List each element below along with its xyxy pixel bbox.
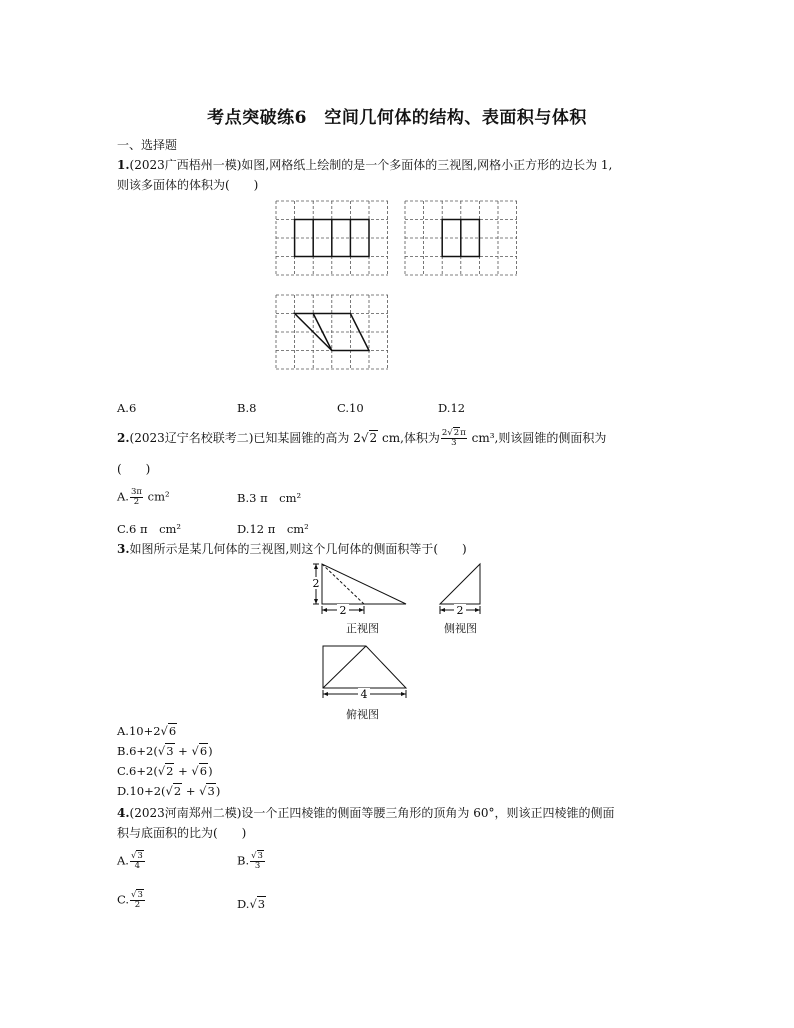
q1-option-d[interactable]: D.12 (438, 401, 466, 415)
option-letter: A. (117, 489, 129, 504)
q1-option-b[interactable]: B.8 (237, 401, 257, 415)
dim-top-base: 4 (360, 688, 368, 701)
sqrt-symbol: √ (165, 784, 173, 798)
q2-option-b[interactable]: B.3 π cm² (237, 491, 302, 505)
question-2-paren: ( ) (117, 462, 151, 476)
q2-option-c[interactable]: C.6 π cm² (117, 522, 182, 536)
option-fraction: $\frac{3\pi}{2}$ (130, 487, 142, 507)
question-4 (117, 804, 615, 822)
fraction-denominator: 3 (451, 438, 457, 448)
question-text: (2023河南郑州二模)设一个正四棱锥的侧面等腰三角形的顶角为 60°，则该正四棱锥的侧面 (129, 806, 615, 820)
question-number: 3. (117, 542, 130, 556)
sqrt-symbol: √ (191, 764, 199, 778)
dim-height: 2 (312, 577, 320, 590)
option-fraction: $\frac{√3}{2}$ (131, 890, 143, 910)
sqrt-symbol: √ (157, 764, 166, 778)
fraction-coefficient: 2 (441, 428, 448, 438)
question-2 (117, 429, 606, 448)
dim-front-base: 2 (339, 604, 347, 617)
side-view-diagram (436, 560, 486, 615)
q2-option-a[interactable] (117, 488, 170, 507)
q4-option-c[interactable]: C. $\frac{√3}{2}$ (117, 890, 143, 910)
page-title: 考点突破练6 空间几何体的结构、表面积与体积 (207, 108, 587, 128)
q4-option-b[interactable]: B. $\frac{√3}{3}$ (237, 851, 263, 871)
top-view-diagram (318, 643, 410, 703)
option-unit: cm² (143, 489, 170, 504)
sqrt-symbol: √ (249, 897, 257, 911)
front-view-grid (276, 201, 388, 276)
question-number: 2. (117, 431, 130, 445)
question-3 (117, 540, 467, 558)
question-text-3: cm³,则该圆锥的侧面积为 (467, 431, 607, 445)
question-text: (2023广西梧州一模)如图,网格纸上绘制的是一个多面体的三视图,网格小正方形的边长为 1, (129, 158, 613, 172)
q1-option-c[interactable]: C.10 (337, 401, 364, 415)
question-4-line2: 积与底面积的比为( ) (117, 826, 247, 840)
question-1 (117, 156, 612, 174)
q3-option-a[interactable]: A.10+2√6 (117, 724, 177, 738)
front-view-diagram (308, 560, 413, 615)
front-view-label: 正视图 (346, 622, 379, 635)
q1-option-a[interactable]: A.6 (117, 401, 137, 415)
dim-side-base: 2 (456, 604, 464, 617)
section-heading: 一、选择题 (117, 138, 178, 152)
sqrt-symbol: √ (191, 744, 199, 758)
top-view-label: 俯视图 (346, 708, 379, 721)
sqrt-symbol: √ (157, 744, 166, 758)
q4-option-d[interactable]: D.√3 (237, 897, 266, 911)
q4-option-a[interactable]: A. $\frac{√3}{4}$ (117, 851, 143, 871)
q3-option-b[interactable]: B.6+2(√3 + √6) (117, 744, 213, 758)
sqrt-symbol: √ (199, 784, 207, 798)
q3-option-d[interactable]: D.10+2(√2 + √3) (117, 784, 221, 798)
sqrt-symbol: √ (160, 724, 168, 738)
question-number: 1. (117, 158, 130, 172)
sqrt-radicand: 2 (453, 428, 460, 438)
q3-option-c[interactable]: C.6+2(√2 + √6) (117, 764, 213, 778)
option-fraction: $\frac{√3}{4}$ (130, 851, 143, 871)
top-view-grid (276, 295, 388, 370)
sqrt-symbol: √ (360, 431, 369, 445)
side-view-grid (405, 201, 517, 276)
side-view-label: 侧视图 (444, 622, 477, 635)
question-1-line2: 则该多面体的体积为( ) (117, 178, 259, 192)
pi-symbol: π (460, 428, 466, 438)
q2-option-d[interactable]: D.12 π cm² (237, 522, 309, 536)
option-fraction: $\frac{√3}{3}$ (251, 851, 263, 871)
question-text-2: cm,体积为 (378, 431, 440, 445)
question-number: 4. (117, 806, 130, 820)
question-text: (2023辽宁名校联考二)已知某圆锥的高为 2 (129, 431, 361, 445)
sqrt-radicand: 2 (369, 431, 378, 445)
sqrt-symbol: √ (447, 428, 453, 438)
volume-fraction (441, 429, 467, 448)
question-text: 如图所示是某几何体的三视图,则这个几何体的侧面积等于( ) (129, 542, 467, 556)
